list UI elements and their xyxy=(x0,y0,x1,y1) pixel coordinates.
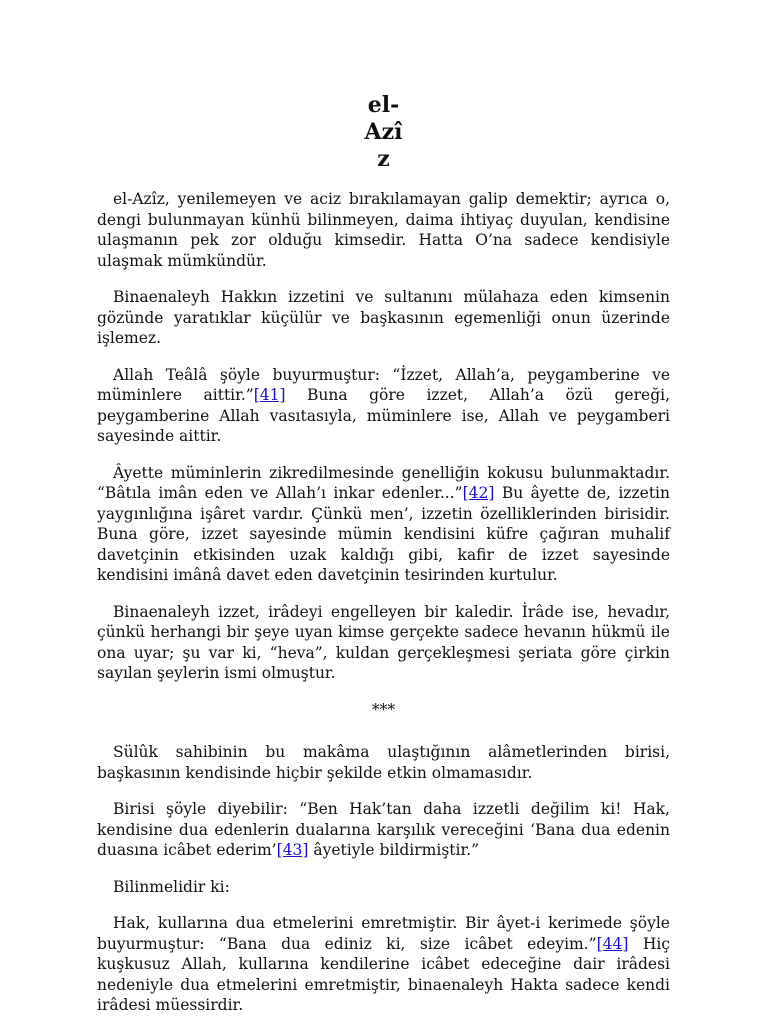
paragraph-text: Hak, kullarına dua etmelerini emretmiştir. Bir âyet-i kerimede şöyle buyurmuştur: “Bana dua ediniz ki, size icâbet edeyim.” xyxy=(97,914,670,953)
paragraph-text: Hiç kuşkusuz Allah, kullarına kendilerine icâbet edeceğine dair irâdesi nedeniyle dua etmelerini emretmiştir, binaenaleyh Hakta sadece kendi irâdesi müessirdir. xyxy=(97,934,670,1014)
paragraph-text: Binaenaleyh Hakkın izzetini ve sultanını mülahaza eden kimsenin gözünde yaratıklar küçülür ve başkasının egemenliği onun üzerinde işlemez. xyxy=(97,288,670,347)
paragraph-text: Birisi şöyle diyebilir: “Ben Hak’tan daha izzetli değilim ki! Hak, kendisine dua edenlerin dualarına karşılık vereceğini ‘Bana dua edenin duasına icâbet ederim’ xyxy=(97,800,670,859)
paragraph-text: el-Azîz, yenilemeyen ve aciz bırakılamayan galip demektir; ayrıca o, dengi bulunmayan künhü bilinmeyen, daima ihtiyaç duyulan, kendisine ulaşmanın pek zor olduğu kimsedir. Hatta O’na sadece kendisiyle ulaşmak mümkündür. xyxy=(97,190,670,270)
paragraph-text: Buna göre izzet, Allah’a özü gereği, peygamberine Allah vasıtasıyla, müminlere ise, Allah ve peygamberi sayesinde aittir. xyxy=(97,386,670,445)
title-line: z xyxy=(377,146,390,172)
page-title xyxy=(97,92,670,173)
footnote-link-43[interactable]: [43] xyxy=(276,841,309,859)
paragraph-9 xyxy=(97,913,670,1016)
footnote-link-44[interactable]: [44] xyxy=(596,934,629,953)
section-separator: *** xyxy=(371,700,396,719)
paragraph-8 xyxy=(97,877,670,898)
paragraph-text: Âyette müminlerin zikredilmesinde genelliğin kokusu bulunmaktadır. “Bâtıla imân eden ve Allah’ı inkar edenler...” xyxy=(97,463,670,502)
title-line: Azî xyxy=(364,119,403,145)
document-page xyxy=(97,92,670,1032)
paragraph-6 xyxy=(97,742,670,783)
paragraph-3 xyxy=(97,365,670,447)
paragraph-text: Allah Teâlâ şöyle buyurmuştur: “İzzet, Allah’a, peygamberine ve müminlere aittir.” xyxy=(97,365,670,404)
paragraph-text: âyetiyle bildirmiştir.” xyxy=(308,841,480,859)
paragraph-text: Bu âyette de, izzetin yaygınlığına işâret vardır. Çünkü men’, izzetin özelliklerinden birisidir. Buna göre, izzet sayesinde mümin kendisini küfre çağıran muhalif davetçinin etkisinden uzak kaldığı gibi, kafir de izzet sayesinde kendisini imânâ davet eden davetçinin tesirinden kurtulur. xyxy=(97,484,670,584)
paragraph-1 xyxy=(97,189,670,271)
paragraph-4 xyxy=(97,463,670,586)
paragraph-2 xyxy=(97,287,670,349)
paragraph-text: Sülûk sahibinin bu makâma ulaştığının alâmetlerinden birisi, başkasının kendisinde hiçbir şekilde etkin olmamasıdır. xyxy=(97,743,670,782)
paragraph-5 xyxy=(97,602,670,684)
title-line: el- xyxy=(367,92,400,118)
footnote-link-42[interactable]: [42] xyxy=(462,484,495,502)
paragraph-text: Binaenaleyh izzet, irâdeyi engelleyen bir kaledir. İrâde ise, hevadır, çünkü herhangi bir şeye uyan kimse gerçekte sadece hevanın hükmü ile ona uyar; şu var ki, “heva”, kuldan gerçekleşmesi şeriata göre çirkin sayılan şeylerin ismi olmuştur. xyxy=(97,602,670,682)
footnote-link-41[interactable]: [41] xyxy=(253,386,286,404)
paragraph-7 xyxy=(97,799,670,861)
paragraph-text: Bilinmelidir ki: xyxy=(113,877,230,896)
